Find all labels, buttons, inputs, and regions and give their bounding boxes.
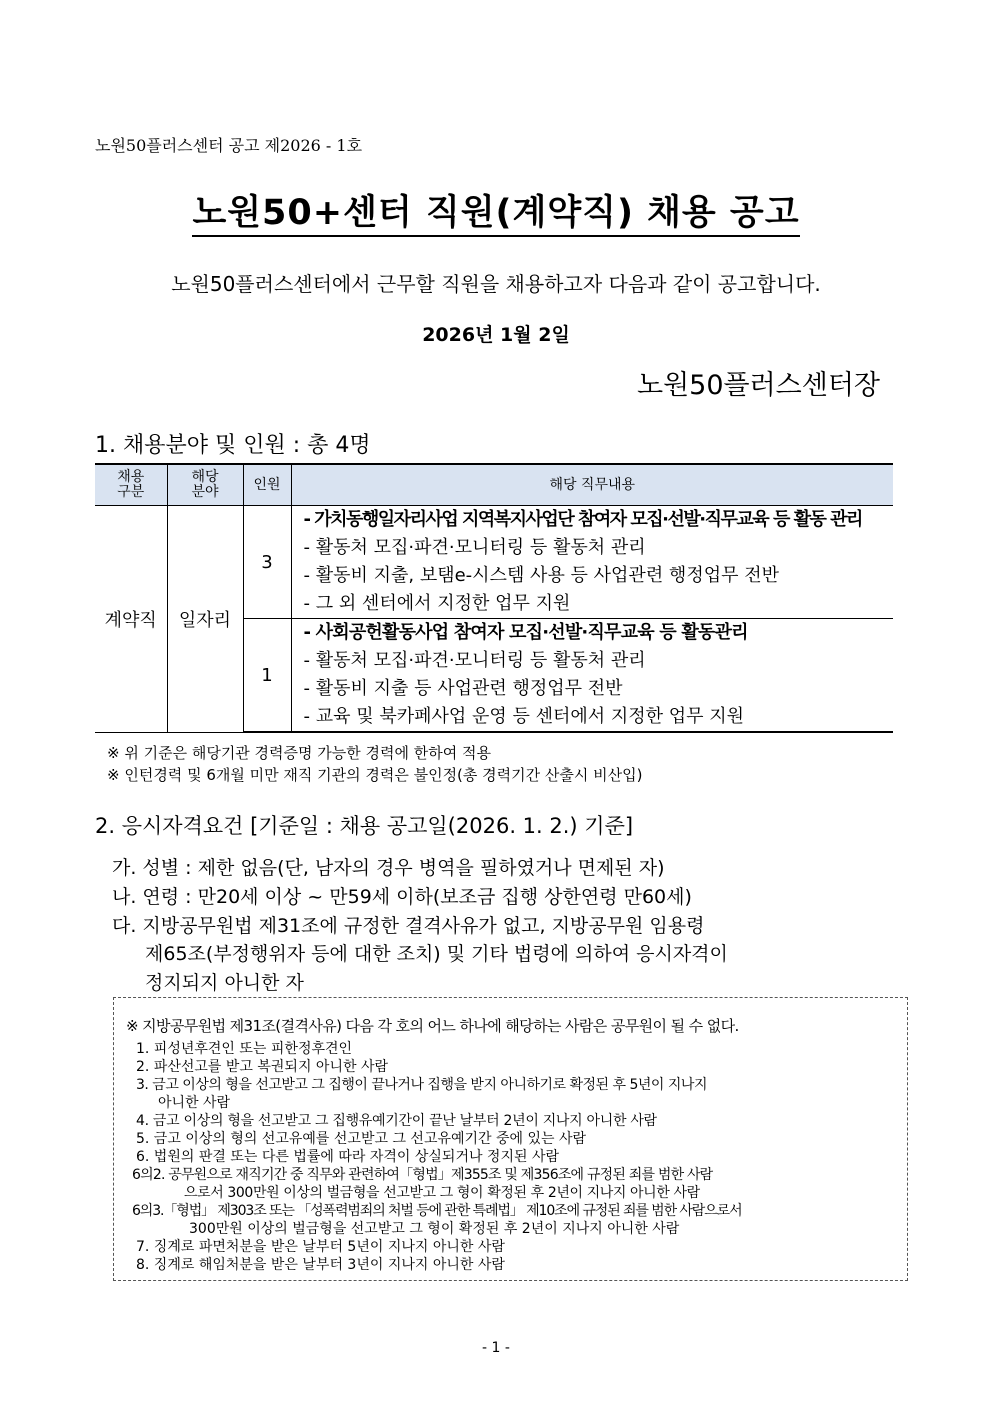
issuer: 노원50플러스센터장 xyxy=(636,370,880,401)
duty-line: - 사회공헌활동사업 참여자 모집·선발·직무교육 등 활동관리 xyxy=(303,622,748,643)
header-duties: 해당 직무내용 xyxy=(291,464,893,506)
box-item: 으로서 300만원 이상의 벌금형을 선고받고 그 형이 확정된 후 2년이 지나지 아니한 사람 xyxy=(184,1185,700,1201)
table-row xyxy=(95,506,893,619)
duty-line: - 활동비 지출 등 사업관련 행정업무 전반 xyxy=(303,678,623,699)
notice-number: 노원50플러스센터 공고 제2026 - 1호 xyxy=(95,136,363,155)
duties-cell xyxy=(291,506,893,619)
box-item: 6의3.「형법」 제303조 또는 「성폭력범죄의 처벌 등에 관한 특례법」 제10조에 규정된 죄를 범한 사람으로서 xyxy=(132,1203,742,1219)
box-item: 4. 금고 이상의 형을 선고받고 그 집행유예기간이 끝난 날부터 2년이 지나지 아니한 사람 xyxy=(136,1113,657,1129)
note-line: ※ 위 기준은 해당기관 경력증명 가능한 경력에 한하여 적용 xyxy=(107,744,491,762)
box-item: 7. 징계로 파면처분을 받은 날부터 5년이 지나지 아니한 사람 xyxy=(136,1239,505,1255)
notice-date: 2026년 1월 2일 xyxy=(422,324,570,346)
box-item: 아니한 사람 xyxy=(158,1095,231,1111)
table-header-row xyxy=(95,464,893,506)
condition-disqualification: 다. 지방공무원법 제31조에 규정한 결격사유가 없고, 지방공무원 임용령 xyxy=(112,915,705,937)
box-item: 5. 금고 이상의 형의 선고유예를 선고받고 그 선고유예기간 중에 있는 사람 xyxy=(136,1131,587,1147)
section1-heading: 1. 채용분야 및 인원 : 총 4명 xyxy=(95,433,371,458)
header-count: 인원 xyxy=(243,464,291,506)
page-title xyxy=(0,185,992,235)
condition-disqualification-cont: 제65조(부정행위자 등에 대한 조치) 및 기타 법령에 의하여 응시자격이 xyxy=(145,943,728,965)
page-title-text: 노원50+센터 직원(계약직) 채용 공고 xyxy=(192,193,799,237)
box-heading: ※ 지방공무원법 제31조(결격사유) 다음 각 호의 어느 하나에 해당하는 사람은 공무원이 될 수 없다. xyxy=(126,1017,739,1035)
count-cell: 3 xyxy=(243,506,291,619)
intro-text: 노원50플러스센터에서 근무할 직원을 채용하고자 다음과 같이 공고합니다. xyxy=(171,272,821,296)
header-field: 해당 분야 xyxy=(167,464,243,506)
section1-notes xyxy=(107,742,642,786)
duty-line: - 그 외 센터에서 지정한 업무 지원 xyxy=(303,593,571,614)
condition-age: 나. 연령 : 만20세 이상 ~ 만59세 이하(보조금 집행 상한연령 만60세) xyxy=(112,886,692,908)
duty-line: - 활동처 모집·파견·모니터링 등 활동처 관리 xyxy=(303,650,646,671)
duty-line: - 활동비 지출, 보탬e-시스템 사용 등 사업관련 행정업무 전반 xyxy=(303,565,779,586)
box-item: 8. 징계로 해임처분을 받은 날부터 3년이 지나지 아니한 사람 xyxy=(136,1257,505,1273)
disqualification-box xyxy=(113,997,908,1281)
duty-line: - 활동처 모집·파견·모니터링 등 활동처 관리 xyxy=(303,537,646,558)
note-line: ※ 인턴경력 및 6개월 미만 재직 기관의 경력은 불인정(총 경력기간 산출시 비산입) xyxy=(107,766,643,784)
box-item: 1. 피성년후견인 또는 피한정후견인 xyxy=(136,1041,353,1057)
duty-line: - 교육 및 북카페사업 운영 등 센터에서 지정한 업무 지원 xyxy=(303,706,745,727)
condition-disqualification-end: 정지되지 아니한 자 xyxy=(145,972,304,994)
duty-line: - 가치동행일자리사업 지역복지사업단 참여자 모집·선발·직무교육 등 활동 관리 xyxy=(303,509,862,530)
box-item: 2. 파산선고를 받고 복권되지 아니한 사람 xyxy=(136,1059,388,1075)
page-number: - 1 - xyxy=(482,1340,510,1356)
duties-cell xyxy=(291,619,893,733)
box-item: 6. 법원의 판결 또는 다른 법률에 따라 자격이 상실되거나 정지된 사람 xyxy=(136,1149,560,1165)
header-employment-type: 채용 구분 xyxy=(95,464,167,506)
count-cell: 1 xyxy=(243,619,291,733)
box-item: 6의2. 공무원으로 재직기간 중 직무와 관련하여「형법」제355조 및 제356조에 규정된 죄를 범한 사람 xyxy=(132,1167,713,1183)
section2-heading: 2. 응시자격요건 [기준일 : 채용 공고일(2026. 1. 2.) 기준] xyxy=(95,814,634,838)
field-cell: 일자리 xyxy=(167,506,243,733)
employment-type-cell: 계약직 xyxy=(95,506,167,733)
box-item: 300만원 이상의 벌금형을 선고받고 그 형이 확정된 후 2년이 지나지 아니한 사람 xyxy=(189,1221,680,1237)
recruitment-table xyxy=(95,463,893,733)
condition-gender: 가. 성별 : 제한 없음(단, 남자의 경우 병역을 필하였거나 면제된 자) xyxy=(112,857,665,879)
box-item: 3. 금고 이상의 형을 선고받고 그 집행이 끝나거나 집행을 받지 아니하기로 확정된 후 5년이 지나지 xyxy=(136,1077,707,1093)
